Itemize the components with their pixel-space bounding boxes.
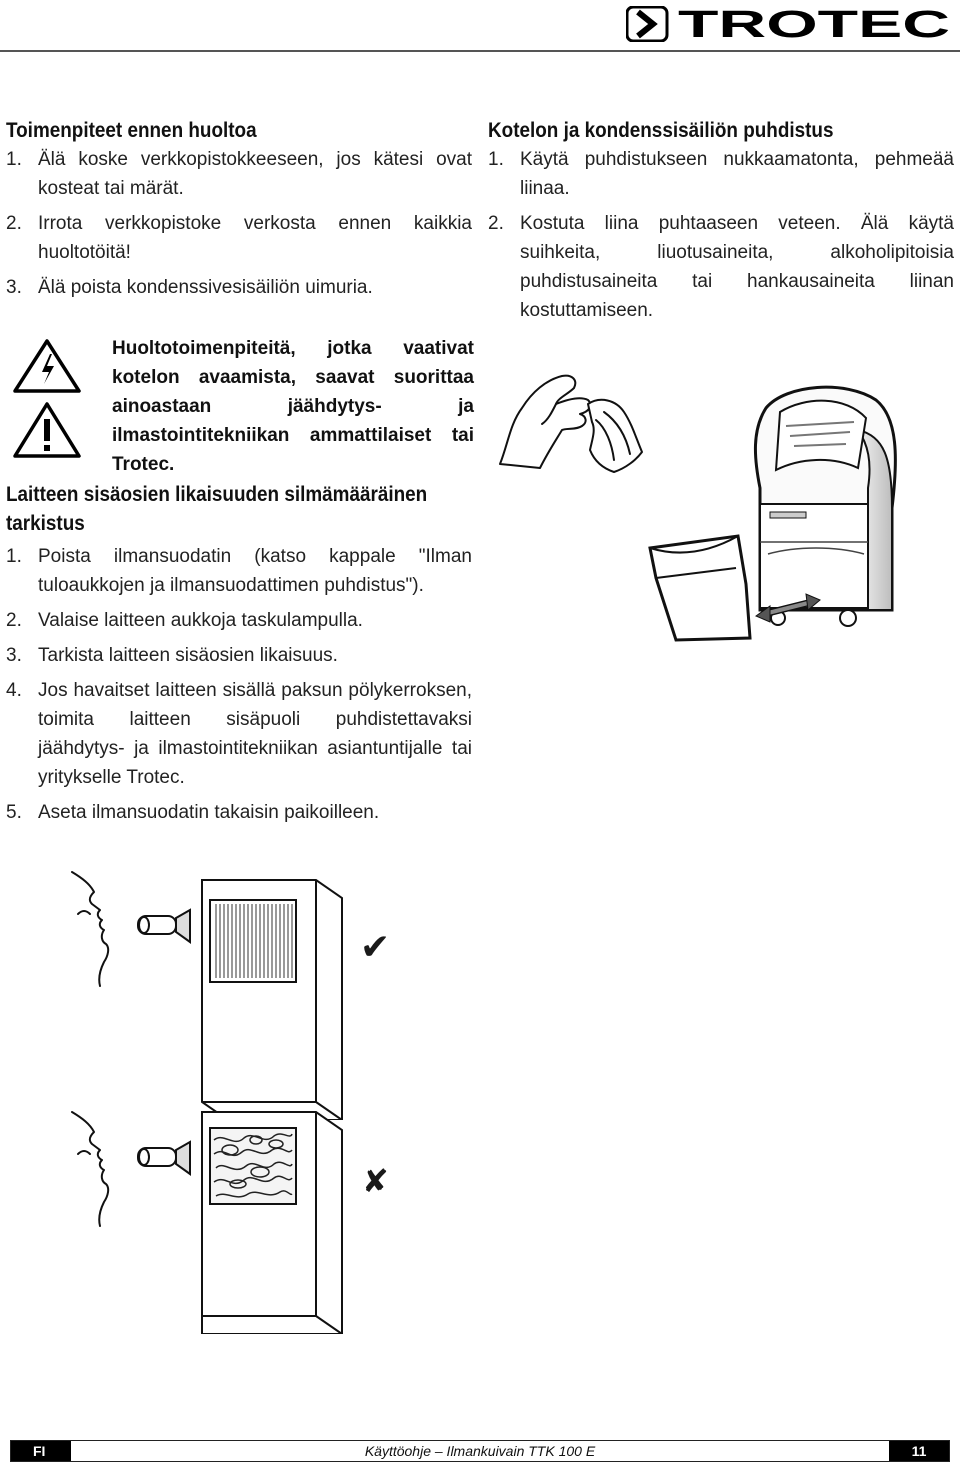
inspection-clean-illustration: [60, 870, 350, 1120]
list-item: 2. Irrota verkkopistoke verkosta ennen kaikkia huoltotöitä!: [6, 213, 472, 263]
section-title: Laitteen sisäosien likaisuuden silmämääräinen tarkistus: [6, 483, 428, 535]
dehumidifier-illustration: [636, 378, 906, 644]
list-item: 2. Kostuta liina puhtaaseen veteen. Älä käytä suihkeita, liuotusaineita, alkoholipitoisia puhdistusaineita tai hankausaineita liinan kostuttamiseen.: [488, 213, 954, 321]
electric-hazard-icon: [12, 338, 82, 394]
language-code: FI: [11, 1441, 71, 1461]
check-mark-icon: ✔: [360, 927, 391, 968]
section-visual-inspection: [6, 480, 472, 833]
header-rule: [0, 50, 960, 52]
warning-block: [10, 334, 474, 475]
section-cleaning: [488, 116, 954, 331]
section-before-maintenance: [6, 116, 472, 308]
warning-text: Huoltotoimenpiteitä, jotka vaativat kotelon avaamista, saavat suorittaa ainoastaan jäähdytys- ja ilmastointitekniikan ammattilaiset tai Trotec.: [112, 338, 474, 475]
list-item: 3. Älä poista kondenssivesisäiliön uimuria.: [6, 277, 373, 298]
trotec-logo: [626, 6, 952, 42]
list-item: 3. Tarkista laitteen sisäosien likaisuus.: [6, 645, 338, 666]
page-number: 11: [889, 1441, 949, 1461]
list-item: 1. Poista ilmansuodatin (katso kappale "Ilman tuloaukkojen ja ilmansuodattimen puhdistus").: [6, 546, 472, 596]
document-title: Käyttöohje – Ilmankuivain TTK 100 E: [364, 1443, 596, 1459]
general-warning-icon: [12, 401, 82, 459]
cross-mark-icon: ✘: [362, 1162, 389, 1200]
section-title: Kotelon ja kondenssisäiliön puhdistus: [488, 119, 834, 142]
inspection-dirty-illustration: [60, 1110, 350, 1334]
list-item: 2. Valaise laitteen aukkoja taskulampulla.: [6, 610, 363, 631]
section-title: Toimenpiteet ennen huoltoa: [6, 119, 257, 142]
list-item: 1. Älä koske verkkopistokkeeseen, jos kätesi ovat kosteat tai märät.: [6, 149, 472, 199]
hand-with-cloth-illustration: [496, 364, 646, 476]
page-footer: [10, 1440, 950, 1462]
brand-text: TROTEC: [678, 6, 950, 42]
list-item: 1. Käytä puhdistukseen nukkaamatonta, pehmeää liinaa.: [488, 149, 954, 199]
list-item: 5. Aseta ilmansuodatin takaisin paikoilleen.: [6, 802, 380, 823]
list-item: 4. Jos havaitset laitteen sisällä paksun pölykerroksen, toimita laitteen sisäpuoli puhdistettavaksi jäähdytys- ja ilmastointitekniikan asiantuntijalle tai yritykselle Trotec.: [6, 680, 472, 788]
